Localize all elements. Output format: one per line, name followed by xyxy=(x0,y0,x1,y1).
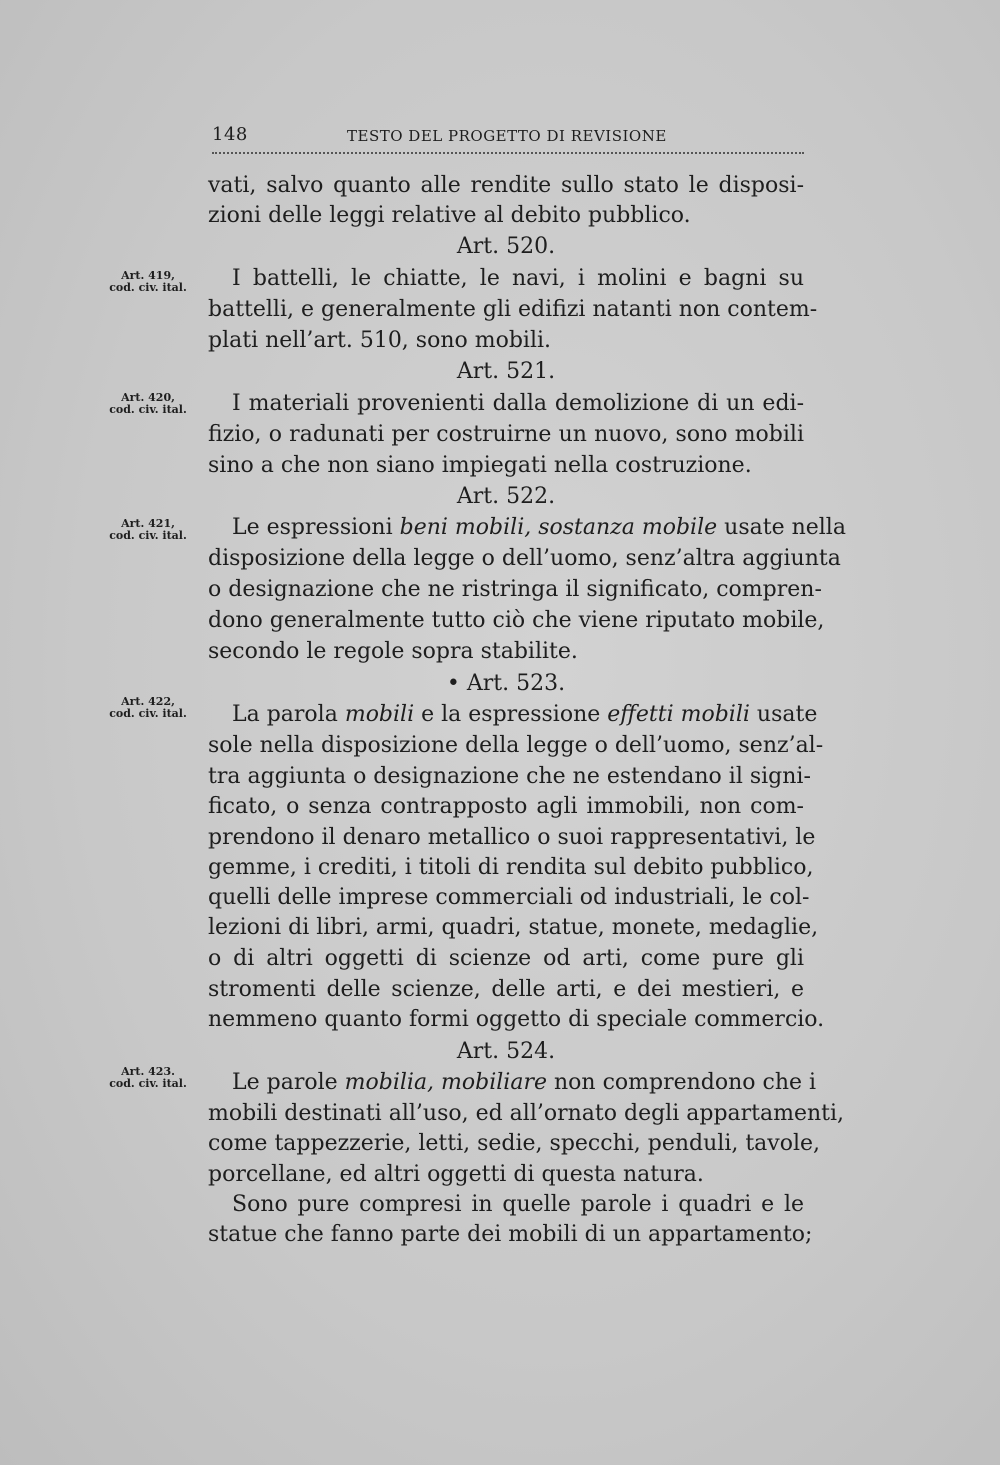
margin-note xyxy=(100,392,196,416)
text-line: dono generalmente tutto ciò che viene riputato mobile, xyxy=(208,608,825,633)
text-span: e la espressione xyxy=(414,702,608,727)
text-line: plati nell’art. 510, sono mobili. xyxy=(208,328,552,353)
margin-note xyxy=(100,270,196,294)
italic-term: effetti mobili xyxy=(607,702,750,727)
text-line: I battelli, le chiatte, le navi, i molini e bagni su xyxy=(232,266,804,291)
margin-note xyxy=(100,696,196,720)
margin-note xyxy=(100,1066,196,1090)
margin-note-article: Art. 423. xyxy=(121,1065,175,1078)
margin-note-article: Art. 419, xyxy=(121,269,175,282)
article-heading: Art. 524. xyxy=(456,1039,556,1064)
article-heading: Art. 522. xyxy=(456,484,556,509)
text-span: Le parole xyxy=(232,1070,345,1095)
margin-note-code: cod. civ. ital. xyxy=(109,403,187,416)
text-line: sole nella disposizione della legge o dell’uomo, senz’al- xyxy=(208,733,824,758)
page-number: 148 xyxy=(212,124,248,145)
margin-note-code: cod. civ. ital. xyxy=(109,529,187,542)
text-line: lezioni di libri, armi, quadri, statue, monete, medaglie, xyxy=(208,915,819,940)
text-line: o designazione che ne ristringa il significato, compren- xyxy=(208,577,822,602)
text-span: non comprendono che i xyxy=(547,1070,817,1095)
article-heading: Art. 520. xyxy=(456,234,556,259)
text-line xyxy=(232,514,846,542)
margin-note xyxy=(100,518,196,542)
text-line: disposizione della legge o dell’uomo, senz’altra aggiunta xyxy=(208,546,841,571)
margin-note-article: Art. 421, xyxy=(121,517,175,530)
margin-note-article: Art. 420, xyxy=(121,391,175,404)
text-line: battelli, e generalmente gli edifizi natanti non contem- xyxy=(208,297,818,322)
text-line: vati, salvo quanto alle rendite sullo stato le disposi- xyxy=(208,173,804,198)
italic-term: mobilia, mobiliare xyxy=(344,1070,547,1095)
text-line: porcellane, ed altri oggetti di questa natura. xyxy=(208,1162,704,1187)
text-line: gemme, i crediti, i titoli di rendita sul debito pubblico, xyxy=(208,855,814,880)
article-heading: Art. 521. xyxy=(456,359,556,384)
text-line: come tappezzerie, letti, sedie, specchi, penduli, tavole, xyxy=(208,1131,821,1156)
text-span: Le espressioni xyxy=(232,515,400,540)
text-line: o di altri oggetti di scienze od arti, come pure gli xyxy=(208,946,804,971)
text-span: usate xyxy=(749,702,818,727)
text-line: Sono pure compresi in quelle parole i quadri e le xyxy=(232,1192,804,1217)
margin-note-code: cod. civ. ital. xyxy=(109,707,187,720)
text-line: I materiali provenienti dalla demolizione di un edi- xyxy=(232,391,804,416)
article-heading: • Art. 523. xyxy=(446,671,566,696)
italic-term: beni mobili, sostanza mobile xyxy=(399,515,718,540)
text-line: stromenti delle scienze, delle arti, e dei mestieri, e xyxy=(208,977,804,1002)
margin-note-code: cod. civ. ital. xyxy=(109,281,187,294)
text-line: quelli delle imprese commerciali od industriali, le col- xyxy=(208,885,810,910)
margin-note-code: cod. civ. ital. xyxy=(109,1077,187,1090)
text-span: La parola xyxy=(232,702,345,727)
text-line: ficato, o senza contrapposto agli immobili, non com- xyxy=(208,794,804,819)
italic-term: mobili xyxy=(344,702,415,727)
text-line: fizio, o radunati per costruirne un nuovo, sono mobili xyxy=(208,422,804,447)
margin-note-article: Art. 422, xyxy=(121,695,175,708)
text-line: secondo le regole sopra stabilite. xyxy=(208,639,578,664)
text-line: prendono il denaro metallico o suoi rappresentativi, le xyxy=(208,825,816,850)
text-line: sino a che non siano impiegati nella costruzione. xyxy=(208,453,752,478)
text-line: nemmeno quanto formi oggetto di speciale commercio. xyxy=(208,1007,825,1032)
text-line xyxy=(232,1069,817,1097)
text-line: statue che fanno parte dei mobili di un appartamento; xyxy=(208,1222,813,1247)
page-header xyxy=(212,124,804,150)
text-span: usate nella xyxy=(717,515,846,540)
text-line: mobili destinati all’uso, ed all’ornato degli appartamenti, xyxy=(208,1101,845,1126)
header-rule xyxy=(212,152,804,154)
text-line xyxy=(232,701,818,729)
text-line: zioni delle leggi relative al debito pubblico. xyxy=(208,203,691,228)
text-line: tra aggiunta o designazione che ne estendano il signi- xyxy=(208,764,811,789)
running-title: TESTO DEL PROGETTO DI REVISIONE xyxy=(347,127,667,145)
